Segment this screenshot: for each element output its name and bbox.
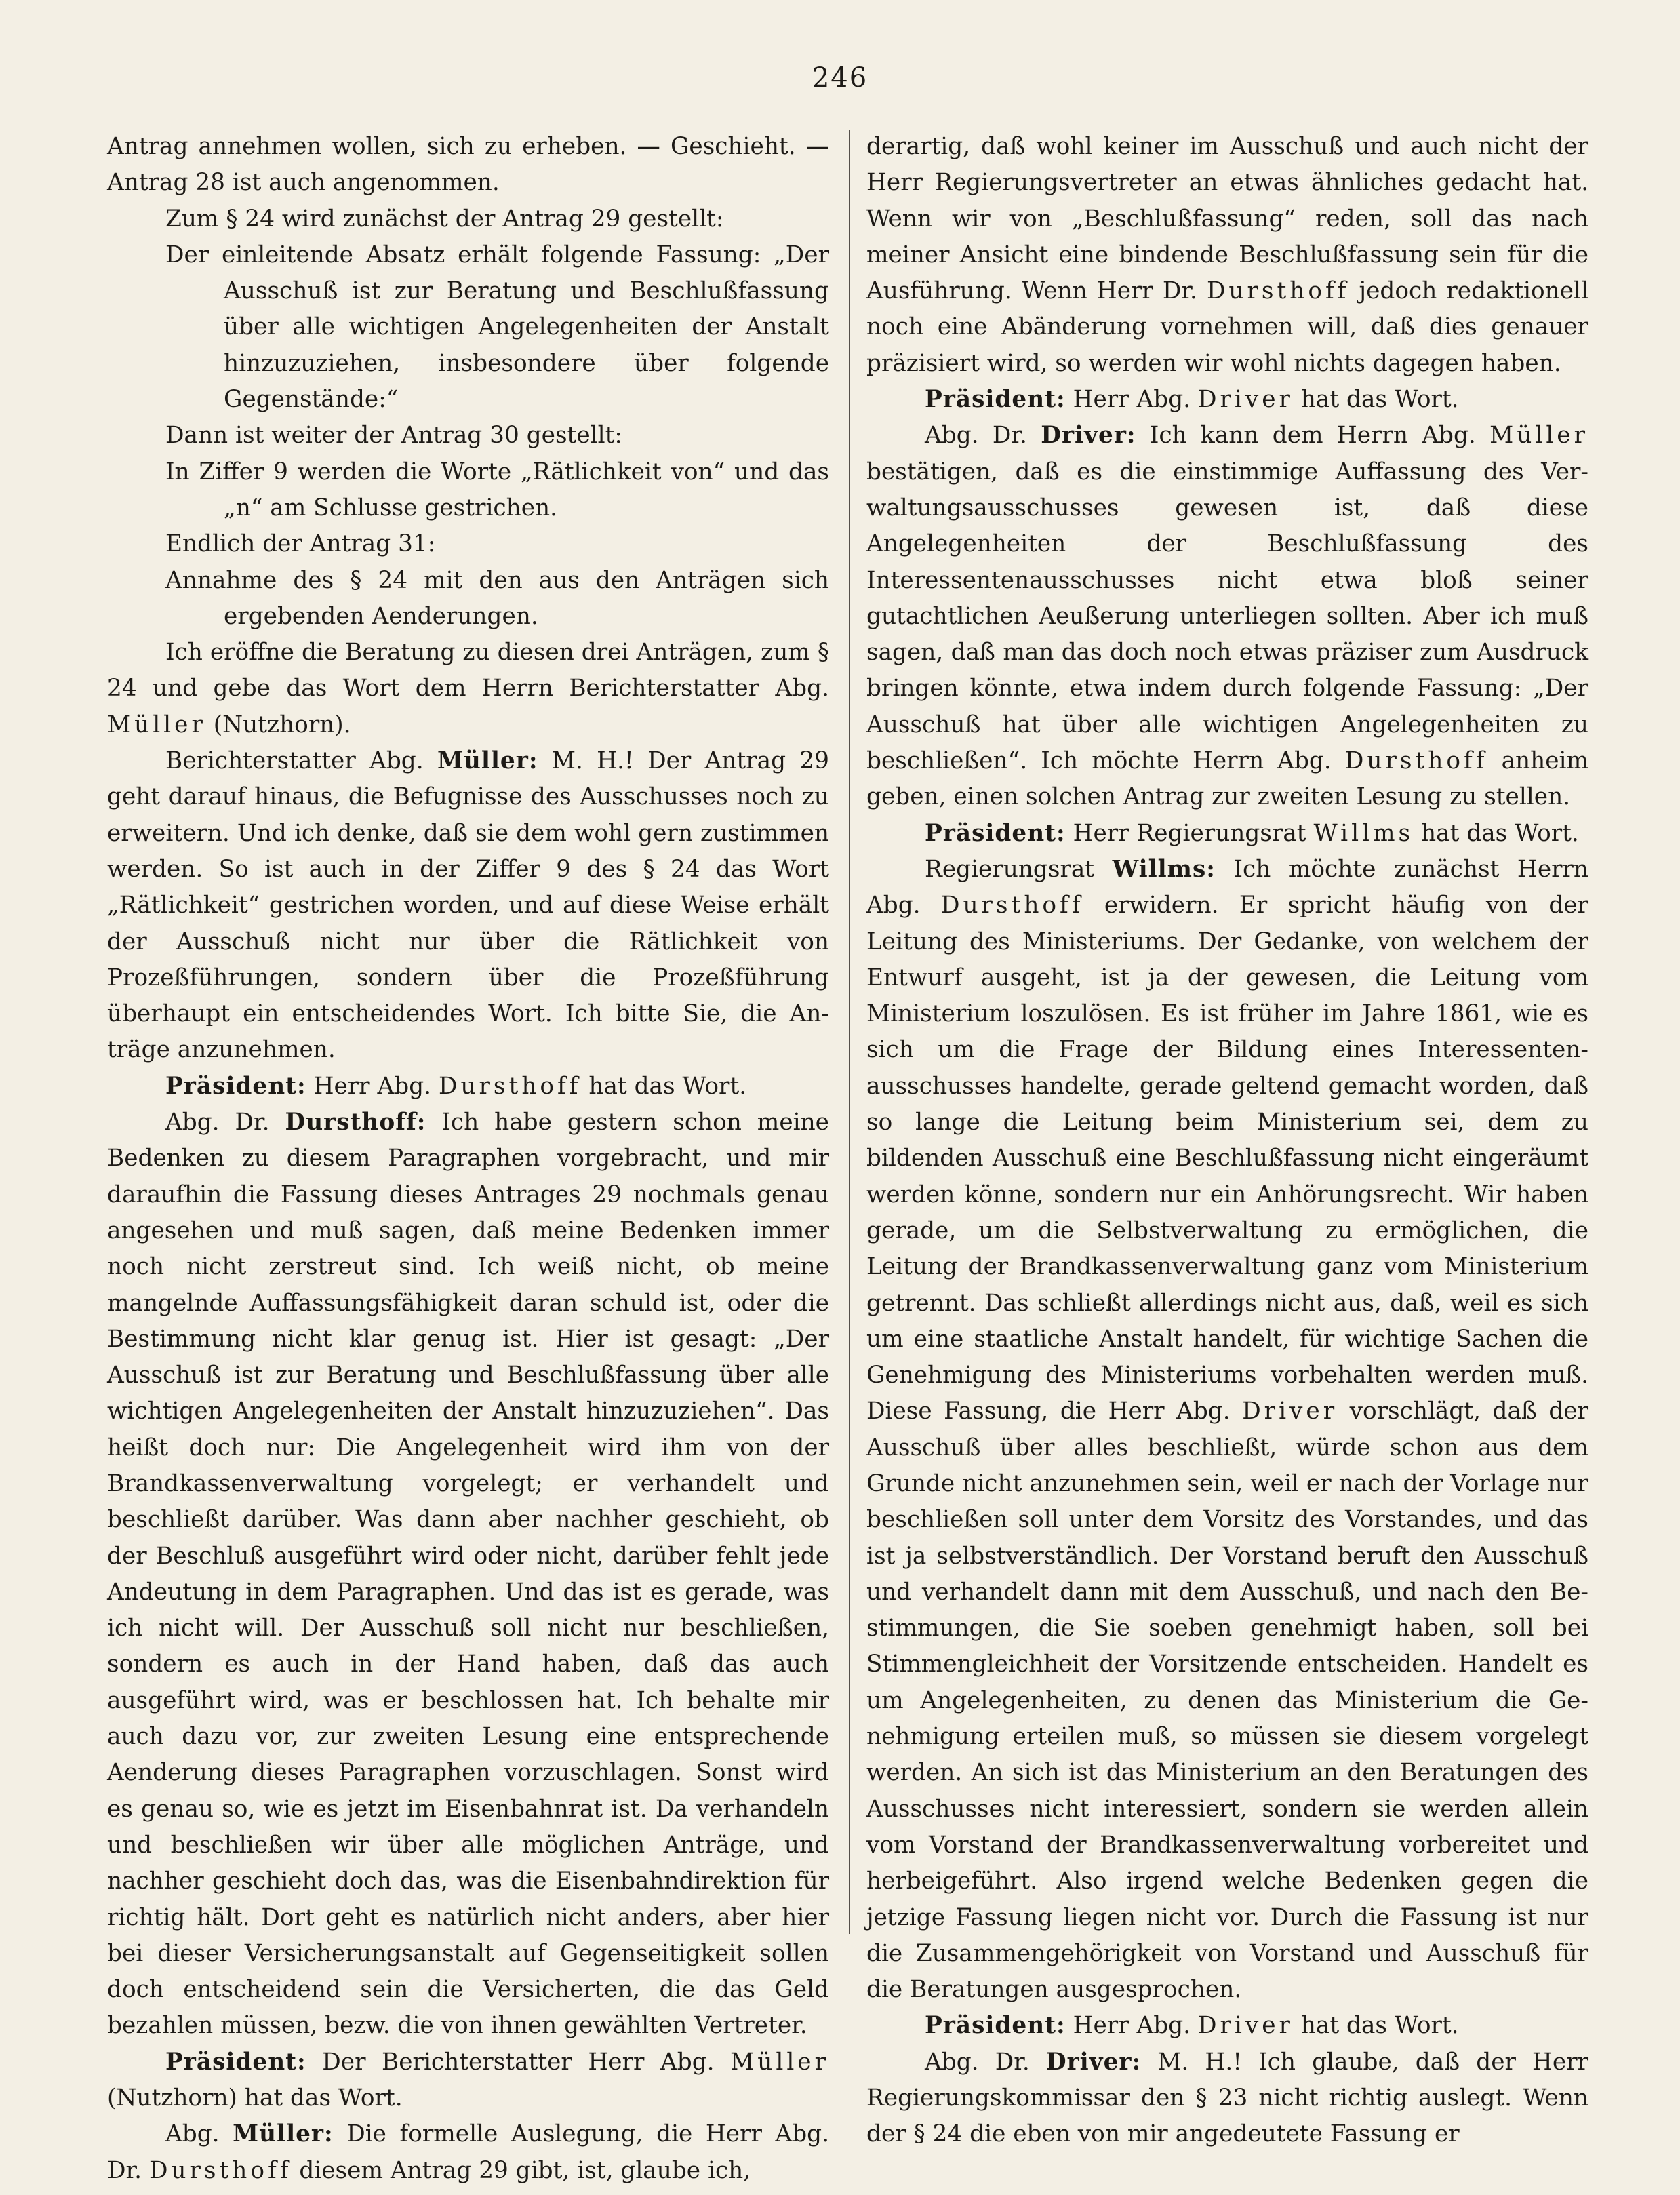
speaker-name: Präsident: [925,386,1066,414]
paragraph-text: Ich kann dem Herrn Abg. [1136,422,1490,450]
paragraph-text: Berichterstatter Abg. [165,747,437,775]
paragraph-text: bestätigen, daß es die einstimmige Auffassung des Verwaltungsausschusses gewesen ist, daß diese Angelegenheiten der Beschlußfassung des Interessentenausschusses nicht etwa bloß seiner gutachtlichen Aeußerung unterliegen sollten. Aber ich muß sagen, daß man das doch noch etwas präziser zum Ausdruck bringen könnte, etwa indem durch folgende Fassung: „Der Ausschuß hat über alle wichtigen Angelegenheiten zu beschließen“. Ich möchte Herrn Abg. [866,458,1588,775]
paragraph-text: hat das Wort. [1293,386,1459,414]
person-name: Dursthoff [148,2156,292,2184]
left-column [107,129,829,2189]
page-number: 246 [812,62,868,94]
paragraph [866,382,1588,418]
paragraph [107,237,829,418]
paragraph-text: Abg. Dr. [165,1109,285,1136]
paragraph [107,454,829,527]
paragraph-text: Ich eröffne die Beratung zu diesen drei Anträgen, zum § 24 und gebe das Wort dem Herrn Berichterstatter Abg. [107,639,829,703]
paragraph-text: M. H.! Ich glaube, daß der Herr Regierungskommissar den § 23 nicht richtig auslegt. Wenn der § 24 die eben von mir angedeutete Fassung er [866,2048,1588,2148]
paragraph-text: vorschlägt, daß der Ausschuß über alles beschließt, würde schon aus dem Grunde nicht anzunehmen sein, weil er nach der Vorlage nur beschließen soll unter dem Vorsitz des Vorstandes, und das ist ja selbstverständlich. Der Vorstand beruft den Ausschuß und verhandelt dann mit dem Ausschuß, und nach den Bestimmungen, die Sie soeben genehmigt haben, soll bei Stimmengleichheit der Vorsitzende entscheiden. Handelt es um Angelegenheiten, zu denen das Ministerium die Genehmigung erteilen muß, so müssen sie diesem vorgelegt werden. An sich ist das Ministerium an den Beratungen des Ausschusses nicht interessiert, sondern sie werden allein vom Vorstand der Brandkassenverwaltung vorbereitet und herbeigeführt. Also irgend welche Bedenken gegen die jetzige Fassung liegen nicht vor. Durch die Fassung ist nur die Zusammengehörigkeit von Vorstand und Ausschuß für die Beratungen ausgesprochen. [866,1398,1588,2004]
speaker-name: Driver: [1041,422,1136,450]
person-name: Dursthoff [1344,747,1488,775]
paragraph-text: jedoch redaktionell noch eine Abänderung vornehmen will, daß dies genauer präzisiert wird, so werden wir wohl nichts dagegen haben. [866,277,1588,377]
column-divider [849,130,850,1934]
paragraph-text: diesem Antrag 29 gibt, ist, glaube ich, [292,2156,751,2184]
paragraph-text: M. H.! Der Antrag 29 geht darauf hinaus, die Befugnisse des Ausschusses noch zu erweitern. Und ich denke, daß sie dem wohl gern zustimmen werden. So ist auch in der Ziffer 9 des § 24 das Wort „Rätlichkeit“ gestrichen worden, und auf diese Weise erhält der Ausschuß nicht nur über die Rätlichkeit von Prozeßführungen, sondern über die Prozeßführung überhaupt ein entscheidendes Wort. Ich bitte Sie, die Anträge anzunehmen. [107,747,830,1064]
paragraph-text: Die formelle Auslegung, die Herr Abg. Dr. [107,2120,830,2184]
paragraph-text: (Nutzhorn). [205,711,351,738]
paragraph-text: Endlich der Antrag 31: [165,530,436,558]
paragraph [107,2116,829,2189]
paragraph-text: Abg. Dr. [925,2048,1046,2076]
paragraph [866,816,1588,852]
paragraph-text: Abg. [165,2120,233,2148]
person-name: Dursthoff [438,1072,582,1100]
paragraph [107,418,829,454]
speaker-name: Willms: [1112,855,1216,883]
paragraph-text: In Ziffer 9 werden die Worte „Rätlichkeit von“ und das „n“ am Schlusse gestrichen. [165,458,829,521]
person-name: Dursthoff [940,892,1084,919]
paragraph-text: Herr Abg. [1065,2012,1198,2040]
paragraph-text: Regierungsrat [925,855,1113,883]
paragraph-text: Herr Regierungsrat [1065,819,1314,847]
paragraph [107,563,829,635]
paragraph [866,2008,1588,2044]
paragraph-text: hat das Wort. [1414,819,1579,847]
paragraph-text: Herr Abg. [1065,386,1198,414]
paragraph [107,526,829,562]
paragraph [107,743,829,1069]
person-name: Willms [1313,819,1414,847]
person-name: Driver [1242,1398,1338,1425]
person-name: Müller [107,711,206,738]
paragraph-text: Annahme des § 24 mit den aus den Anträgen sich ergebenden Aenderungen. [165,566,829,630]
paragraph-text: (Nutzhorn) hat das Wort. [107,2084,403,2112]
paragraph-text: Dann ist weiter der Antrag 30 gestellt: [165,422,622,450]
paragraph-text: Der Berichterstatter Herr Abg. [306,2048,731,2076]
right-column [866,129,1588,2153]
paragraph-text: Ich möchte zunächst Herrn Abg. [866,855,1588,919]
paragraph-text: Der einleitende Absatz erhält folgende Fassung: „Der Ausschuß ist zur Beratung und Beschlußfassung über alle wichtigen Angelegenheiten der Anstalt hinzuzuziehen, insbesondere über folgende Gegenstände:“ [165,241,829,414]
speaker-name: Präsident: [165,2048,306,2076]
paragraph [107,201,829,237]
person-name: Dursthoff [1206,277,1350,305]
paragraph-text: erwidern. Er spricht häufig von der Leitung des Ministeriums. Der Gedanke, von welchem der Entwurf ausgeht, ist ja der gewesen, die Leitung vom Ministerium loszulösen. Es ist früher im Jahre 1861, wie es sich um die Frage der Bildung eines Interessentenausschusses handelte, gerade geltend gemacht worden, daß so lange die Leitung beim Ministerium sei, dem zu bildenden Ausschuß eine Beschlußfassung nicht eingeräumt werden könne, sondern nur ein Anhörungsrecht. Wir haben gerade, um die Selbstverwaltung zu ermöglichen, die Leitung der Brandkassenverwaltung ganz vom Ministerium getrennt. Das schließt allerdings nicht aus, daß, weil es sich um eine staatliche Anstalt handelt, für wichtige Sachen die Genehmigung des Ministeriums vorbehalten werden muß. Diese Fassung, die Herr Abg. [866,892,1588,1425]
paragraph-text: Abg. Dr. [925,422,1041,450]
paragraph-text: hat das Wort. [1293,2012,1459,2040]
paragraph-text: anheim geben, einen solchen Antrag zur zweiten Lesung zu stellen. [866,747,1588,811]
speaker-name: Präsident: [925,2012,1066,2040]
paragraph [107,2044,829,2117]
person-name: Driver [1197,386,1294,414]
speaker-name: Präsident: [165,1072,306,1100]
paragraph-text: Antrag annehmen wollen, sich zu erheben. — Geschieht. — Antrag 28 ist auch angenommen. [107,133,829,197]
paragraph-text: derartig, daß wohl keiner im Ausschuß und auch nicht der Herr Regierungsvertreter an etwas ähnliches gedacht hat. Wenn wir von „Beschlußfassung“ reden, soll das nach meiner Ansicht eine bindende Beschlußfassung sein für die Ausführung. Wenn Herr Dr. [866,133,1588,305]
speaker-name: Driver: [1045,2048,1142,2076]
paragraph [107,1105,829,2044]
paragraph-text: hat das Wort. [581,1072,747,1100]
paragraph-text: Zum § 24 wird zunächst der Antrag 29 gestellt: [165,205,724,233]
paragraph [866,2044,1588,2153]
person-name: Müller [730,2048,829,2076]
paragraph-text: Herr Abg. [306,1072,439,1100]
paragraph [866,418,1588,815]
paragraph [107,1069,829,1105]
paragraph [107,635,829,743]
speaker-name: Präsident: [925,819,1066,847]
paragraph-text: Ich habe gestern schon meine Bedenken zu diesem Paragraphen vorgebracht, und mir daraufhin die Fassung dieses Antrages 29 nochmals genau angesehen und muß sagen, daß meine Bedenken immer noch nicht zerstreut sind. Ich weiß nicht, ob meine mangelnde Auffassungsfähigkeit daran schuld ist, oder die Bestimmung nicht klar genug ist. Hier ist gesagt: „Der Ausschuß ist zur Beratung und Beschlußfassung über alle wichtigen Angelegenheiten der Anstalt hinzuzuziehen“. Das heißt doch nur: Die Angelegenheit wird ihm von der Brandkassenverwaltung vorgelegt; er verhandelt und beschließt darüber. Was dann aber nachher geschieht, ob der Beschluß ausgeführt wird oder nicht, darüber fehlt jede Andeutung in dem Paragraphen. Und das ist es gerade, was ich nicht will. Der Ausschuß soll nicht nur beschließen, sondern es auch in der Hand haben, daß das auch ausgeführt wird, was er beschlossen hat. Ich behalte mir auch dazu vor, zur zweiten Lesung eine entsprechende Aenderung dieses Paragraphen vorzuschlagen. Sonst wird es genau so, wie es jetzt im Eisenbahnrat ist. Da verhandeln und beschließen wir über alle möglichen Anträge, und nachher geschieht doch das, was die Eisenbahndirektion für richtig hält. Dort geht es natürlich nicht anders, aber hier bei dieser Versicherungsanstalt auf Gegenseitigkeit sollen doch entscheidend sein die Versicherten, die das Geld bezahlen müssen, bezw. die von ihnen gewählten Vertreter. [107,1109,829,2040]
person-name: Driver [1197,2012,1294,2040]
person-name: Müller [1489,422,1588,450]
speaker-name: Müller: [233,2120,334,2148]
paragraph [866,129,1588,382]
paragraph [107,129,829,201]
speaker-name: Dursthoff: [285,1109,426,1136]
paragraph [866,852,1588,2009]
speaker-name: Müller: [437,747,538,775]
